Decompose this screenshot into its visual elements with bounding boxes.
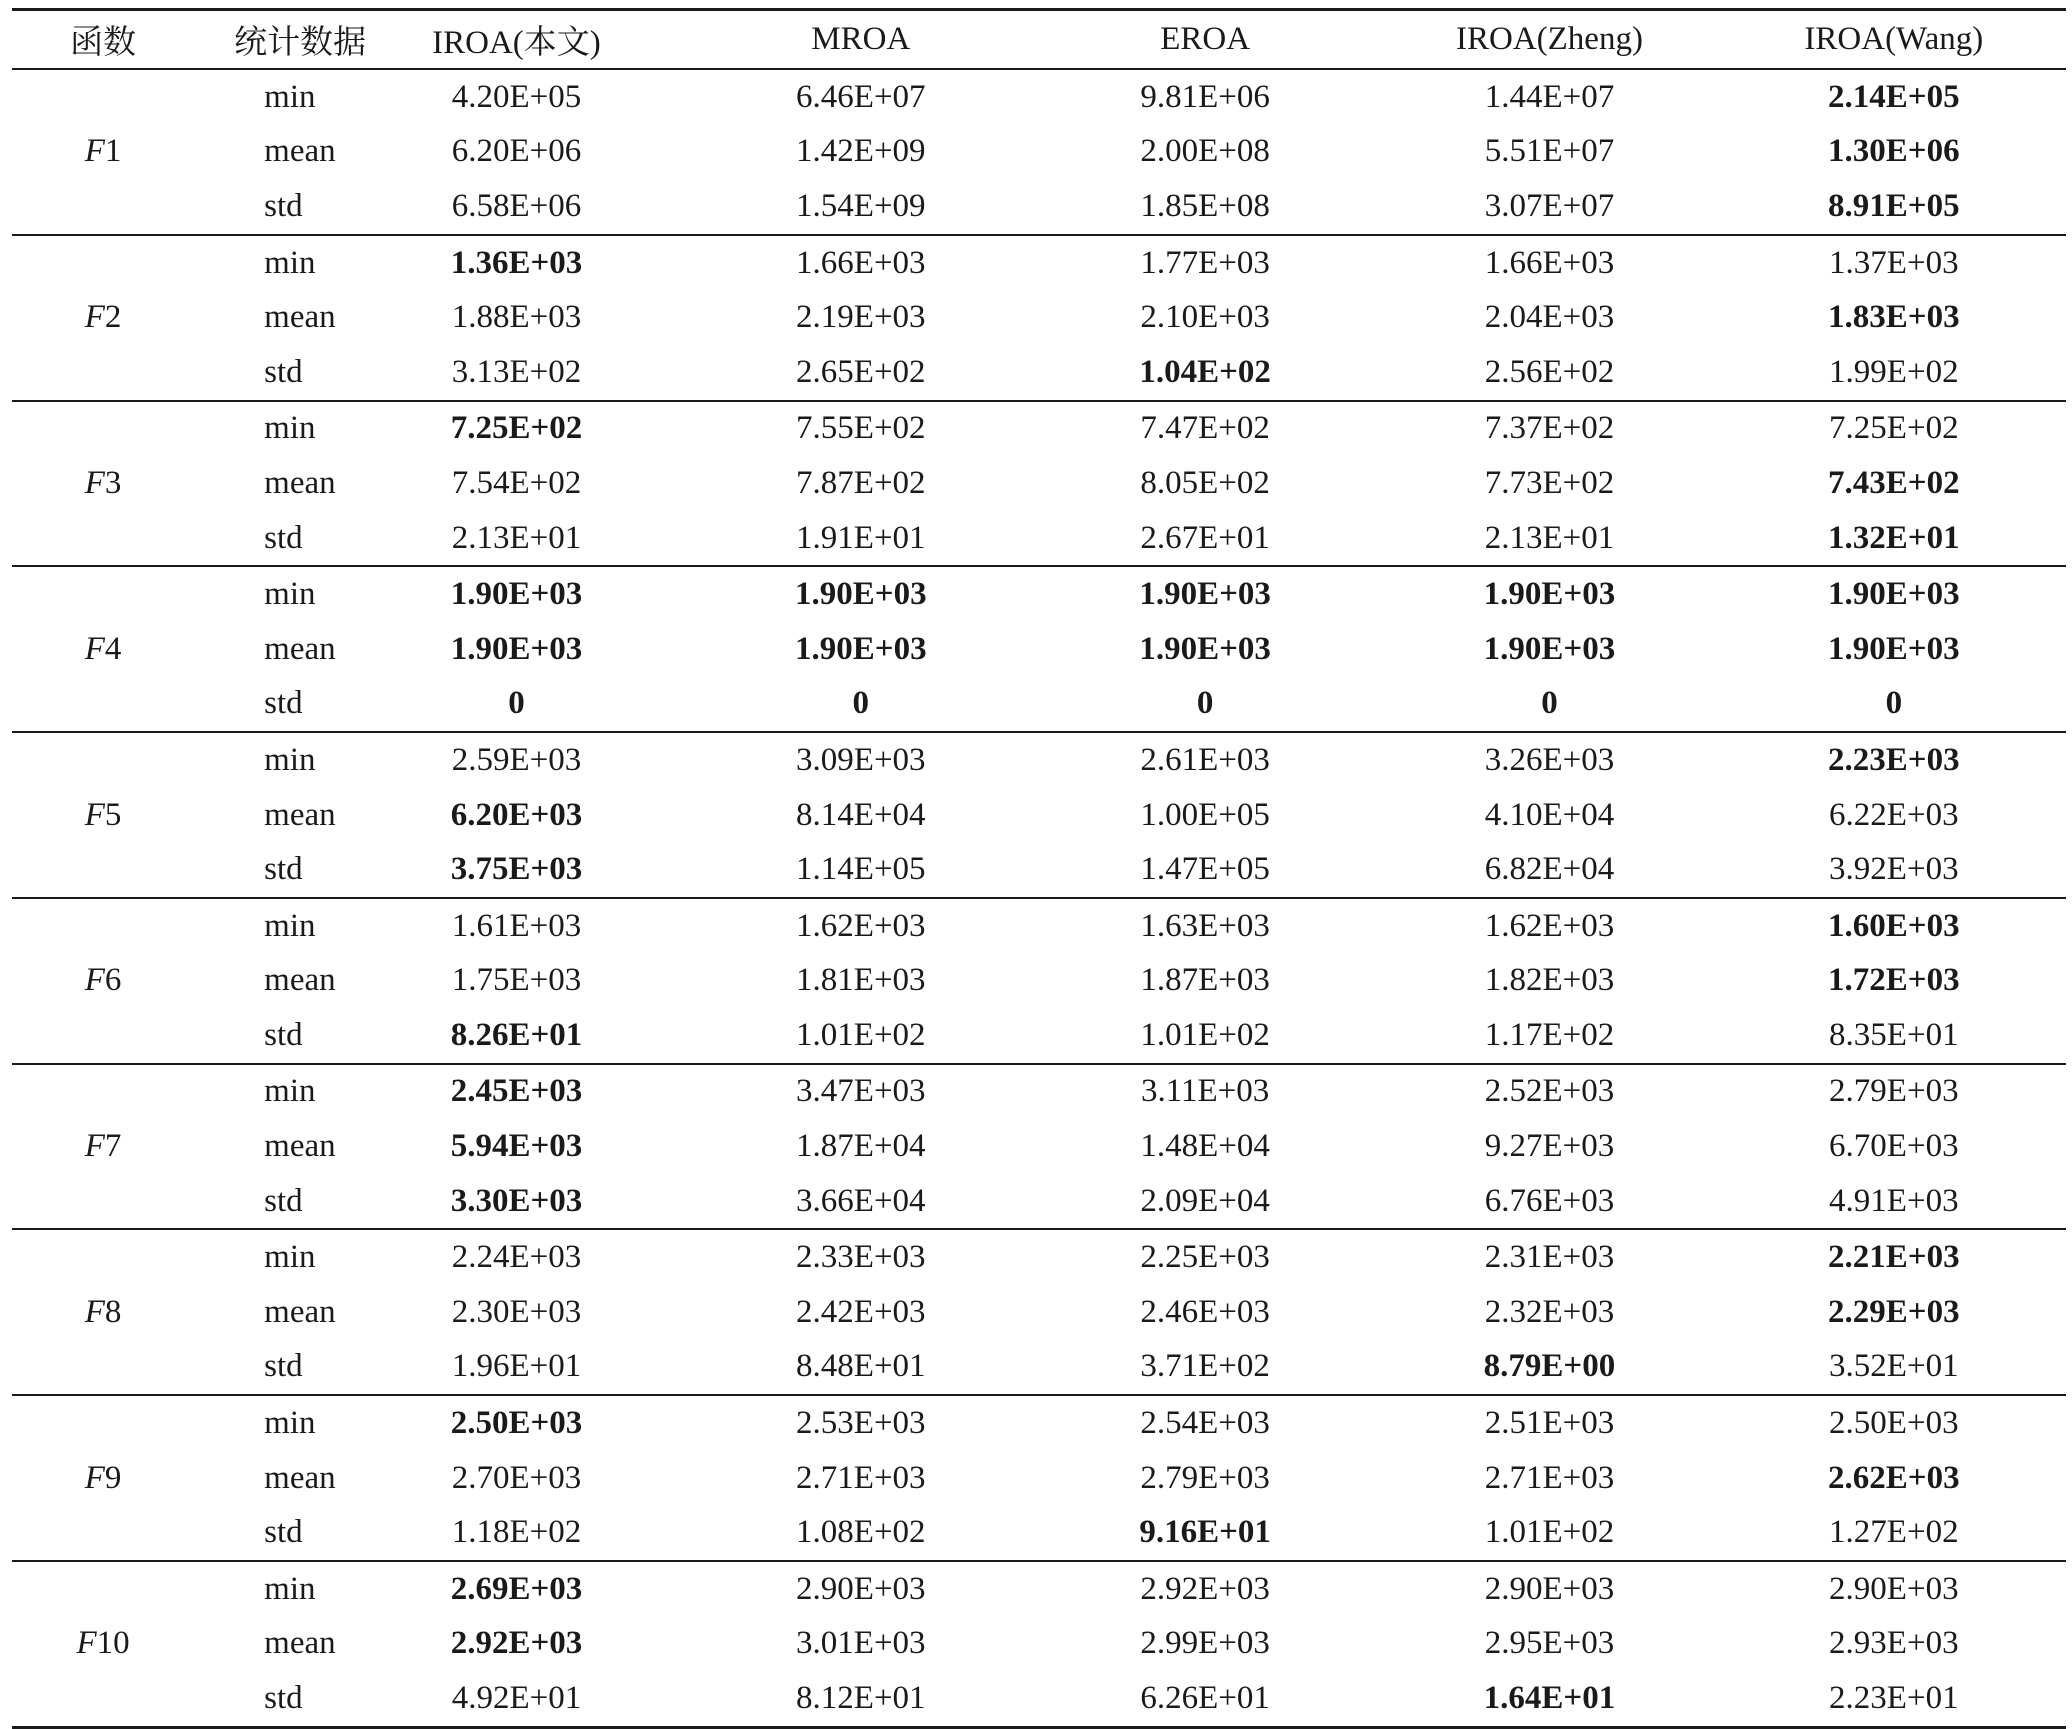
table-row bbox=[12, 898, 2066, 954]
statistic-label: mean bbox=[264, 1459, 336, 1496]
value-cell: 0 bbox=[689, 677, 1033, 733]
value-cell: 2.13E+01 bbox=[1377, 511, 1721, 567]
function-label bbox=[12, 401, 194, 567]
value-cell: 1.72E+03 bbox=[1828, 962, 1960, 999]
value-cell: 0 bbox=[1033, 677, 1377, 733]
results-table bbox=[12, 8, 2066, 1729]
statistic-label: mean bbox=[264, 796, 336, 833]
value-cell: 6.22E+03 bbox=[1829, 796, 1959, 833]
value-cell: 1.90E+03 bbox=[1483, 576, 1616, 613]
table-row bbox=[12, 125, 2066, 180]
function-letter: F bbox=[84, 796, 105, 833]
statistic-label: std bbox=[194, 842, 344, 898]
value-cell: 2.32E+03 bbox=[1484, 1293, 1615, 1330]
table-row bbox=[12, 1395, 2066, 1451]
function-label bbox=[12, 1561, 194, 1727]
value-cell: 3.75E+03 bbox=[344, 842, 688, 898]
value-cell: 1.87E+03 bbox=[1140, 962, 1270, 999]
header-function: 函数 bbox=[12, 10, 194, 70]
value-cell: 1.83E+03 bbox=[1828, 299, 1960, 336]
value-cell: 6.58E+06 bbox=[344, 179, 688, 235]
value-cell: 1.63E+03 bbox=[1140, 907, 1270, 944]
value-cell: 1.90E+03 bbox=[1139, 630, 1271, 667]
value-cell: 1.14E+05 bbox=[689, 842, 1033, 898]
value-cell: 2.04E+03 bbox=[1484, 299, 1615, 336]
value-cell: 2.13E+01 bbox=[344, 511, 688, 567]
function-letter: F bbox=[84, 962, 105, 999]
value-cell: 2.62E+03 bbox=[1828, 1459, 1960, 1496]
table-header bbox=[12, 10, 2066, 70]
statistic-label: min bbox=[264, 78, 316, 115]
table-row bbox=[12, 290, 2066, 345]
value-cell: 2.31E+03 bbox=[1484, 1239, 1615, 1276]
value-cell: 2.92E+03 bbox=[1140, 1570, 1270, 1607]
statistic-label: std bbox=[194, 1340, 344, 1396]
table-row bbox=[12, 1229, 2066, 1285]
value-cell: 2.61E+03 bbox=[1140, 741, 1270, 778]
value-cell: 2.45E+03 bbox=[450, 1073, 583, 1110]
value-cell: 9.16E+01 bbox=[1033, 1505, 1377, 1561]
value-cell: 1.47E+05 bbox=[1033, 842, 1377, 898]
statistic-label: std bbox=[194, 1671, 344, 1727]
function-number: 5 bbox=[104, 796, 122, 833]
value-cell: 7.55E+02 bbox=[796, 410, 926, 447]
header-eroa: EROA bbox=[1033, 10, 1377, 70]
table-row bbox=[12, 401, 2066, 457]
value-cell: 7.37E+02 bbox=[1484, 410, 1615, 447]
value-cell: 6.20E+03 bbox=[450, 796, 583, 833]
statistic-label: min bbox=[264, 410, 316, 447]
value-cell: 1.42E+09 bbox=[796, 133, 926, 170]
statistic-label: mean bbox=[264, 1128, 336, 1165]
value-cell: 8.26E+01 bbox=[344, 1008, 688, 1064]
function-number: 10 bbox=[96, 1625, 130, 1662]
statistic-label: min bbox=[264, 576, 316, 613]
value-cell: 1.30E+06 bbox=[1828, 133, 1960, 170]
statistic-label: min bbox=[264, 1405, 316, 1442]
function-label bbox=[12, 1064, 194, 1230]
value-cell: 2.14E+05 bbox=[1828, 78, 1960, 115]
value-cell: 2.65E+02 bbox=[689, 345, 1033, 401]
value-cell: 6.20E+06 bbox=[451, 133, 582, 170]
value-cell: 2.56E+02 bbox=[1377, 345, 1721, 401]
table-row bbox=[12, 1064, 2066, 1120]
value-cell: 2.90E+03 bbox=[796, 1570, 926, 1607]
table-row bbox=[12, 622, 2066, 677]
function-letter: F bbox=[84, 1293, 105, 1330]
value-cell: 8.79E+00 bbox=[1377, 1340, 1721, 1396]
header-mroa: MROA bbox=[689, 10, 1033, 70]
statistic-label: min bbox=[264, 1570, 316, 1607]
value-cell: 1.99E+02 bbox=[1722, 345, 2066, 401]
statistic-label: min bbox=[264, 244, 316, 281]
value-cell: 2.09E+04 bbox=[1033, 1174, 1377, 1230]
function-letter: F bbox=[84, 464, 105, 501]
function-number: 9 bbox=[104, 1459, 122, 1496]
value-cell: 2.33E+03 bbox=[796, 1239, 926, 1276]
table-row bbox=[12, 1008, 2066, 1064]
value-cell: 8.48E+01 bbox=[689, 1340, 1033, 1396]
value-cell: 1.66E+03 bbox=[796, 244, 926, 281]
table-row bbox=[12, 69, 2066, 125]
header-iroa-zheng: IROA(Zheng) bbox=[1377, 10, 1721, 70]
function-number: 8 bbox=[104, 1293, 122, 1330]
value-cell: 1.90E+03 bbox=[1828, 576, 1960, 613]
value-cell: 3.07E+07 bbox=[1377, 179, 1721, 235]
value-cell: 9.81E+06 bbox=[1140, 78, 1270, 115]
value-cell: 2.79E+03 bbox=[1829, 1073, 1959, 1110]
value-cell: 1.17E+02 bbox=[1377, 1008, 1721, 1064]
table-row bbox=[12, 345, 2066, 401]
value-cell: 2.46E+03 bbox=[1140, 1293, 1270, 1330]
value-cell: 0 bbox=[1377, 677, 1721, 733]
value-cell: 4.20E+05 bbox=[451, 78, 582, 115]
function-label bbox=[12, 1229, 194, 1395]
value-cell: 7.25E+02 bbox=[1829, 410, 1959, 447]
function-number: 4 bbox=[104, 630, 122, 667]
header-statistic: 统计数据 bbox=[194, 10, 344, 70]
value-cell: 3.30E+03 bbox=[344, 1174, 688, 1230]
function-number: 6 bbox=[104, 962, 122, 999]
value-cell: 2.71E+03 bbox=[796, 1459, 926, 1496]
table-row bbox=[12, 1119, 2066, 1174]
function-label bbox=[12, 1395, 194, 1561]
value-cell: 1.82E+03 bbox=[1484, 962, 1615, 999]
value-cell: 2.90E+03 bbox=[1484, 1570, 1615, 1607]
value-cell: 2.79E+03 bbox=[1140, 1459, 1270, 1496]
value-cell: 1.01E+02 bbox=[1033, 1008, 1377, 1064]
function-label bbox=[12, 69, 194, 235]
value-cell: 7.25E+02 bbox=[450, 410, 583, 447]
value-cell: 7.43E+02 bbox=[1828, 464, 1960, 501]
value-cell: 6.70E+03 bbox=[1829, 1128, 1959, 1165]
value-cell: 1.01E+02 bbox=[1377, 1505, 1721, 1561]
value-cell: 2.24E+03 bbox=[451, 1239, 582, 1276]
value-cell: 1.08E+02 bbox=[689, 1505, 1033, 1561]
value-cell: 1.36E+03 bbox=[450, 244, 583, 281]
statistic-label: std bbox=[194, 677, 344, 733]
table-row bbox=[12, 1285, 2066, 1340]
value-cell: 3.09E+03 bbox=[796, 741, 926, 778]
value-cell: 1.85E+08 bbox=[1033, 179, 1377, 235]
statistic-label: std bbox=[194, 179, 344, 235]
table-row bbox=[12, 842, 2066, 898]
value-cell: 2.00E+08 bbox=[1140, 133, 1270, 170]
table-row bbox=[12, 511, 2066, 567]
value-cell: 6.76E+03 bbox=[1377, 1174, 1721, 1230]
table-row bbox=[12, 235, 2066, 291]
value-cell: 2.23E+03 bbox=[1828, 741, 1960, 778]
value-cell: 1.18E+02 bbox=[344, 1505, 688, 1561]
value-cell: 2.92E+03 bbox=[450, 1625, 583, 1662]
value-cell: 1.81E+03 bbox=[796, 962, 926, 999]
value-cell: 2.99E+03 bbox=[1140, 1625, 1270, 1662]
value-cell: 1.00E+05 bbox=[1140, 796, 1270, 833]
value-cell: 8.12E+01 bbox=[689, 1671, 1033, 1727]
statistic-label: mean bbox=[264, 1625, 336, 1662]
function-letter: F bbox=[84, 630, 105, 667]
value-cell: 3.01E+03 bbox=[796, 1625, 926, 1662]
table-row bbox=[12, 954, 2066, 1009]
value-cell: 7.47E+02 bbox=[1140, 410, 1270, 447]
value-cell: 6.82E+04 bbox=[1377, 842, 1721, 898]
value-cell: 1.62E+03 bbox=[796, 907, 926, 944]
header-iroa-this-paper: IROA(本文) bbox=[344, 10, 688, 70]
value-cell: 1.37E+03 bbox=[1829, 244, 1959, 281]
value-cell: 1.90E+03 bbox=[1139, 576, 1271, 613]
value-cell: 5.51E+07 bbox=[1484, 133, 1615, 170]
value-cell: 3.52E+01 bbox=[1722, 1340, 2066, 1396]
function-letter: F bbox=[84, 299, 105, 336]
value-cell: 3.11E+03 bbox=[1140, 1073, 1270, 1110]
value-cell: 3.66E+04 bbox=[689, 1174, 1033, 1230]
value-cell: 4.10E+04 bbox=[1484, 796, 1615, 833]
value-cell: 7.73E+02 bbox=[1484, 464, 1615, 501]
value-cell: 1.66E+03 bbox=[1484, 244, 1615, 281]
table-row bbox=[12, 1505, 2066, 1561]
function-number: 2 bbox=[104, 299, 122, 336]
table-row bbox=[12, 1617, 2066, 1672]
table-row bbox=[12, 1671, 2066, 1727]
value-cell: 2.51E+03 bbox=[1484, 1405, 1615, 1442]
value-cell: 2.52E+03 bbox=[1484, 1073, 1615, 1110]
value-cell: 1.90E+03 bbox=[1483, 630, 1616, 667]
table-row bbox=[12, 566, 2066, 622]
value-cell: 1.87E+04 bbox=[796, 1128, 926, 1165]
statistic-label: min bbox=[264, 1073, 316, 1110]
value-cell: 3.13E+02 bbox=[344, 345, 688, 401]
value-cell: 1.44E+07 bbox=[1484, 78, 1615, 115]
table-body bbox=[12, 69, 2066, 1727]
value-cell: 1.90E+03 bbox=[795, 576, 927, 613]
value-cell: 4.91E+03 bbox=[1722, 1174, 2066, 1230]
value-cell: 1.64E+01 bbox=[1377, 1671, 1721, 1727]
value-cell: 7.54E+02 bbox=[451, 464, 582, 501]
function-number: 7 bbox=[104, 1128, 122, 1165]
value-cell: 1.90E+03 bbox=[450, 576, 583, 613]
value-cell: 2.25E+03 bbox=[1140, 1239, 1270, 1276]
value-cell: 2.19E+03 bbox=[796, 299, 926, 336]
value-cell: 0 bbox=[344, 677, 688, 733]
table-row bbox=[12, 1451, 2066, 1506]
value-cell: 2.95E+03 bbox=[1484, 1625, 1615, 1662]
value-cell: 6.46E+07 bbox=[796, 78, 926, 115]
value-cell: 3.47E+03 bbox=[796, 1073, 926, 1110]
table-row bbox=[12, 788, 2066, 843]
value-cell: 1.04E+02 bbox=[1033, 345, 1377, 401]
value-cell: 2.42E+03 bbox=[796, 1293, 926, 1330]
value-cell: 1.01E+02 bbox=[689, 1008, 1033, 1064]
value-cell: 8.14E+04 bbox=[796, 796, 926, 833]
value-cell: 1.48E+04 bbox=[1140, 1128, 1270, 1165]
function-label bbox=[12, 898, 194, 1064]
value-cell: 1.54E+09 bbox=[689, 179, 1033, 235]
table-row bbox=[12, 1340, 2066, 1396]
value-cell: 1.96E+01 bbox=[344, 1340, 688, 1396]
value-cell: 2.59E+03 bbox=[451, 741, 582, 778]
value-cell: 5.94E+03 bbox=[450, 1128, 583, 1165]
value-cell: 2.69E+03 bbox=[450, 1570, 583, 1607]
function-number: 3 bbox=[104, 464, 122, 501]
value-cell: 1.91E+01 bbox=[689, 511, 1033, 567]
statistic-label: std bbox=[194, 345, 344, 401]
value-cell: 8.91E+05 bbox=[1722, 179, 2066, 235]
function-letter: F bbox=[84, 1128, 105, 1165]
statistic-label: mean bbox=[264, 133, 336, 170]
table-row bbox=[12, 456, 2066, 511]
value-cell: 2.10E+03 bbox=[1140, 299, 1270, 336]
value-cell: 1.61E+03 bbox=[451, 907, 582, 944]
function-label bbox=[12, 235, 194, 401]
value-cell: 7.87E+02 bbox=[796, 464, 926, 501]
statistic-label: min bbox=[264, 907, 316, 944]
value-cell: 1.77E+03 bbox=[1140, 244, 1270, 281]
statistic-label: mean bbox=[264, 464, 336, 501]
statistic-label: mean bbox=[264, 962, 336, 999]
value-cell: 2.71E+03 bbox=[1484, 1459, 1615, 1496]
value-cell: 1.62E+03 bbox=[1484, 907, 1615, 944]
value-cell: 1.27E+02 bbox=[1722, 1505, 2066, 1561]
statistic-label: min bbox=[264, 1239, 316, 1276]
value-cell: 1.88E+03 bbox=[451, 299, 582, 336]
statistic-label: min bbox=[264, 741, 316, 778]
function-number: 1 bbox=[104, 133, 122, 170]
statistic-label: mean bbox=[264, 299, 336, 336]
value-cell: 2.70E+03 bbox=[451, 1459, 582, 1496]
value-cell: 2.29E+03 bbox=[1828, 1293, 1960, 1330]
value-cell: 3.26E+03 bbox=[1484, 741, 1615, 778]
value-cell: 1.90E+03 bbox=[450, 630, 583, 667]
statistic-label: std bbox=[194, 511, 344, 567]
value-cell: 8.35E+01 bbox=[1722, 1008, 2066, 1064]
value-cell: 2.93E+03 bbox=[1829, 1625, 1959, 1662]
value-cell: 1.60E+03 bbox=[1828, 907, 1960, 944]
statistic-label: std bbox=[194, 1008, 344, 1064]
statistic-label: std bbox=[194, 1505, 344, 1561]
statistic-label: mean bbox=[264, 630, 336, 667]
value-cell: 6.26E+01 bbox=[1033, 1671, 1377, 1727]
function-letter: F bbox=[84, 1459, 105, 1496]
function-letter: F bbox=[84, 133, 105, 170]
value-cell: 2.90E+03 bbox=[1829, 1570, 1959, 1607]
table-row bbox=[12, 677, 2066, 733]
table-row bbox=[12, 732, 2066, 788]
value-cell: 1.90E+03 bbox=[795, 630, 927, 667]
value-cell: 2.54E+03 bbox=[1140, 1405, 1270, 1442]
table-row bbox=[12, 1174, 2066, 1230]
value-cell: 0 bbox=[1722, 677, 2066, 733]
value-cell: 2.50E+03 bbox=[1829, 1405, 1959, 1442]
value-cell: 1.75E+03 bbox=[451, 962, 582, 999]
function-label bbox=[12, 732, 194, 898]
value-cell: 2.21E+03 bbox=[1828, 1239, 1960, 1276]
value-cell: 4.92E+01 bbox=[344, 1671, 688, 1727]
value-cell: 3.71E+02 bbox=[1033, 1340, 1377, 1396]
statistic-label: std bbox=[194, 1174, 344, 1230]
statistic-label: mean bbox=[264, 1293, 336, 1330]
value-cell: 2.23E+01 bbox=[1722, 1671, 2066, 1727]
value-cell: 9.27E+03 bbox=[1484, 1128, 1615, 1165]
value-cell: 2.50E+03 bbox=[450, 1405, 583, 1442]
value-cell: 1.32E+01 bbox=[1722, 511, 2066, 567]
value-cell: 2.30E+03 bbox=[451, 1293, 582, 1330]
value-cell: 3.92E+03 bbox=[1722, 842, 2066, 898]
value-cell: 2.53E+03 bbox=[796, 1405, 926, 1442]
header-row bbox=[12, 10, 2066, 70]
function-letter: F bbox=[76, 1625, 97, 1662]
table-row bbox=[12, 1561, 2066, 1617]
table-row bbox=[12, 179, 2066, 235]
header-iroa-wang: IROA(Wang) bbox=[1722, 10, 2066, 70]
value-cell: 2.67E+01 bbox=[1033, 511, 1377, 567]
value-cell: 1.90E+03 bbox=[1828, 630, 1960, 667]
value-cell: 8.05E+02 bbox=[1140, 464, 1270, 501]
function-label bbox=[12, 566, 194, 732]
